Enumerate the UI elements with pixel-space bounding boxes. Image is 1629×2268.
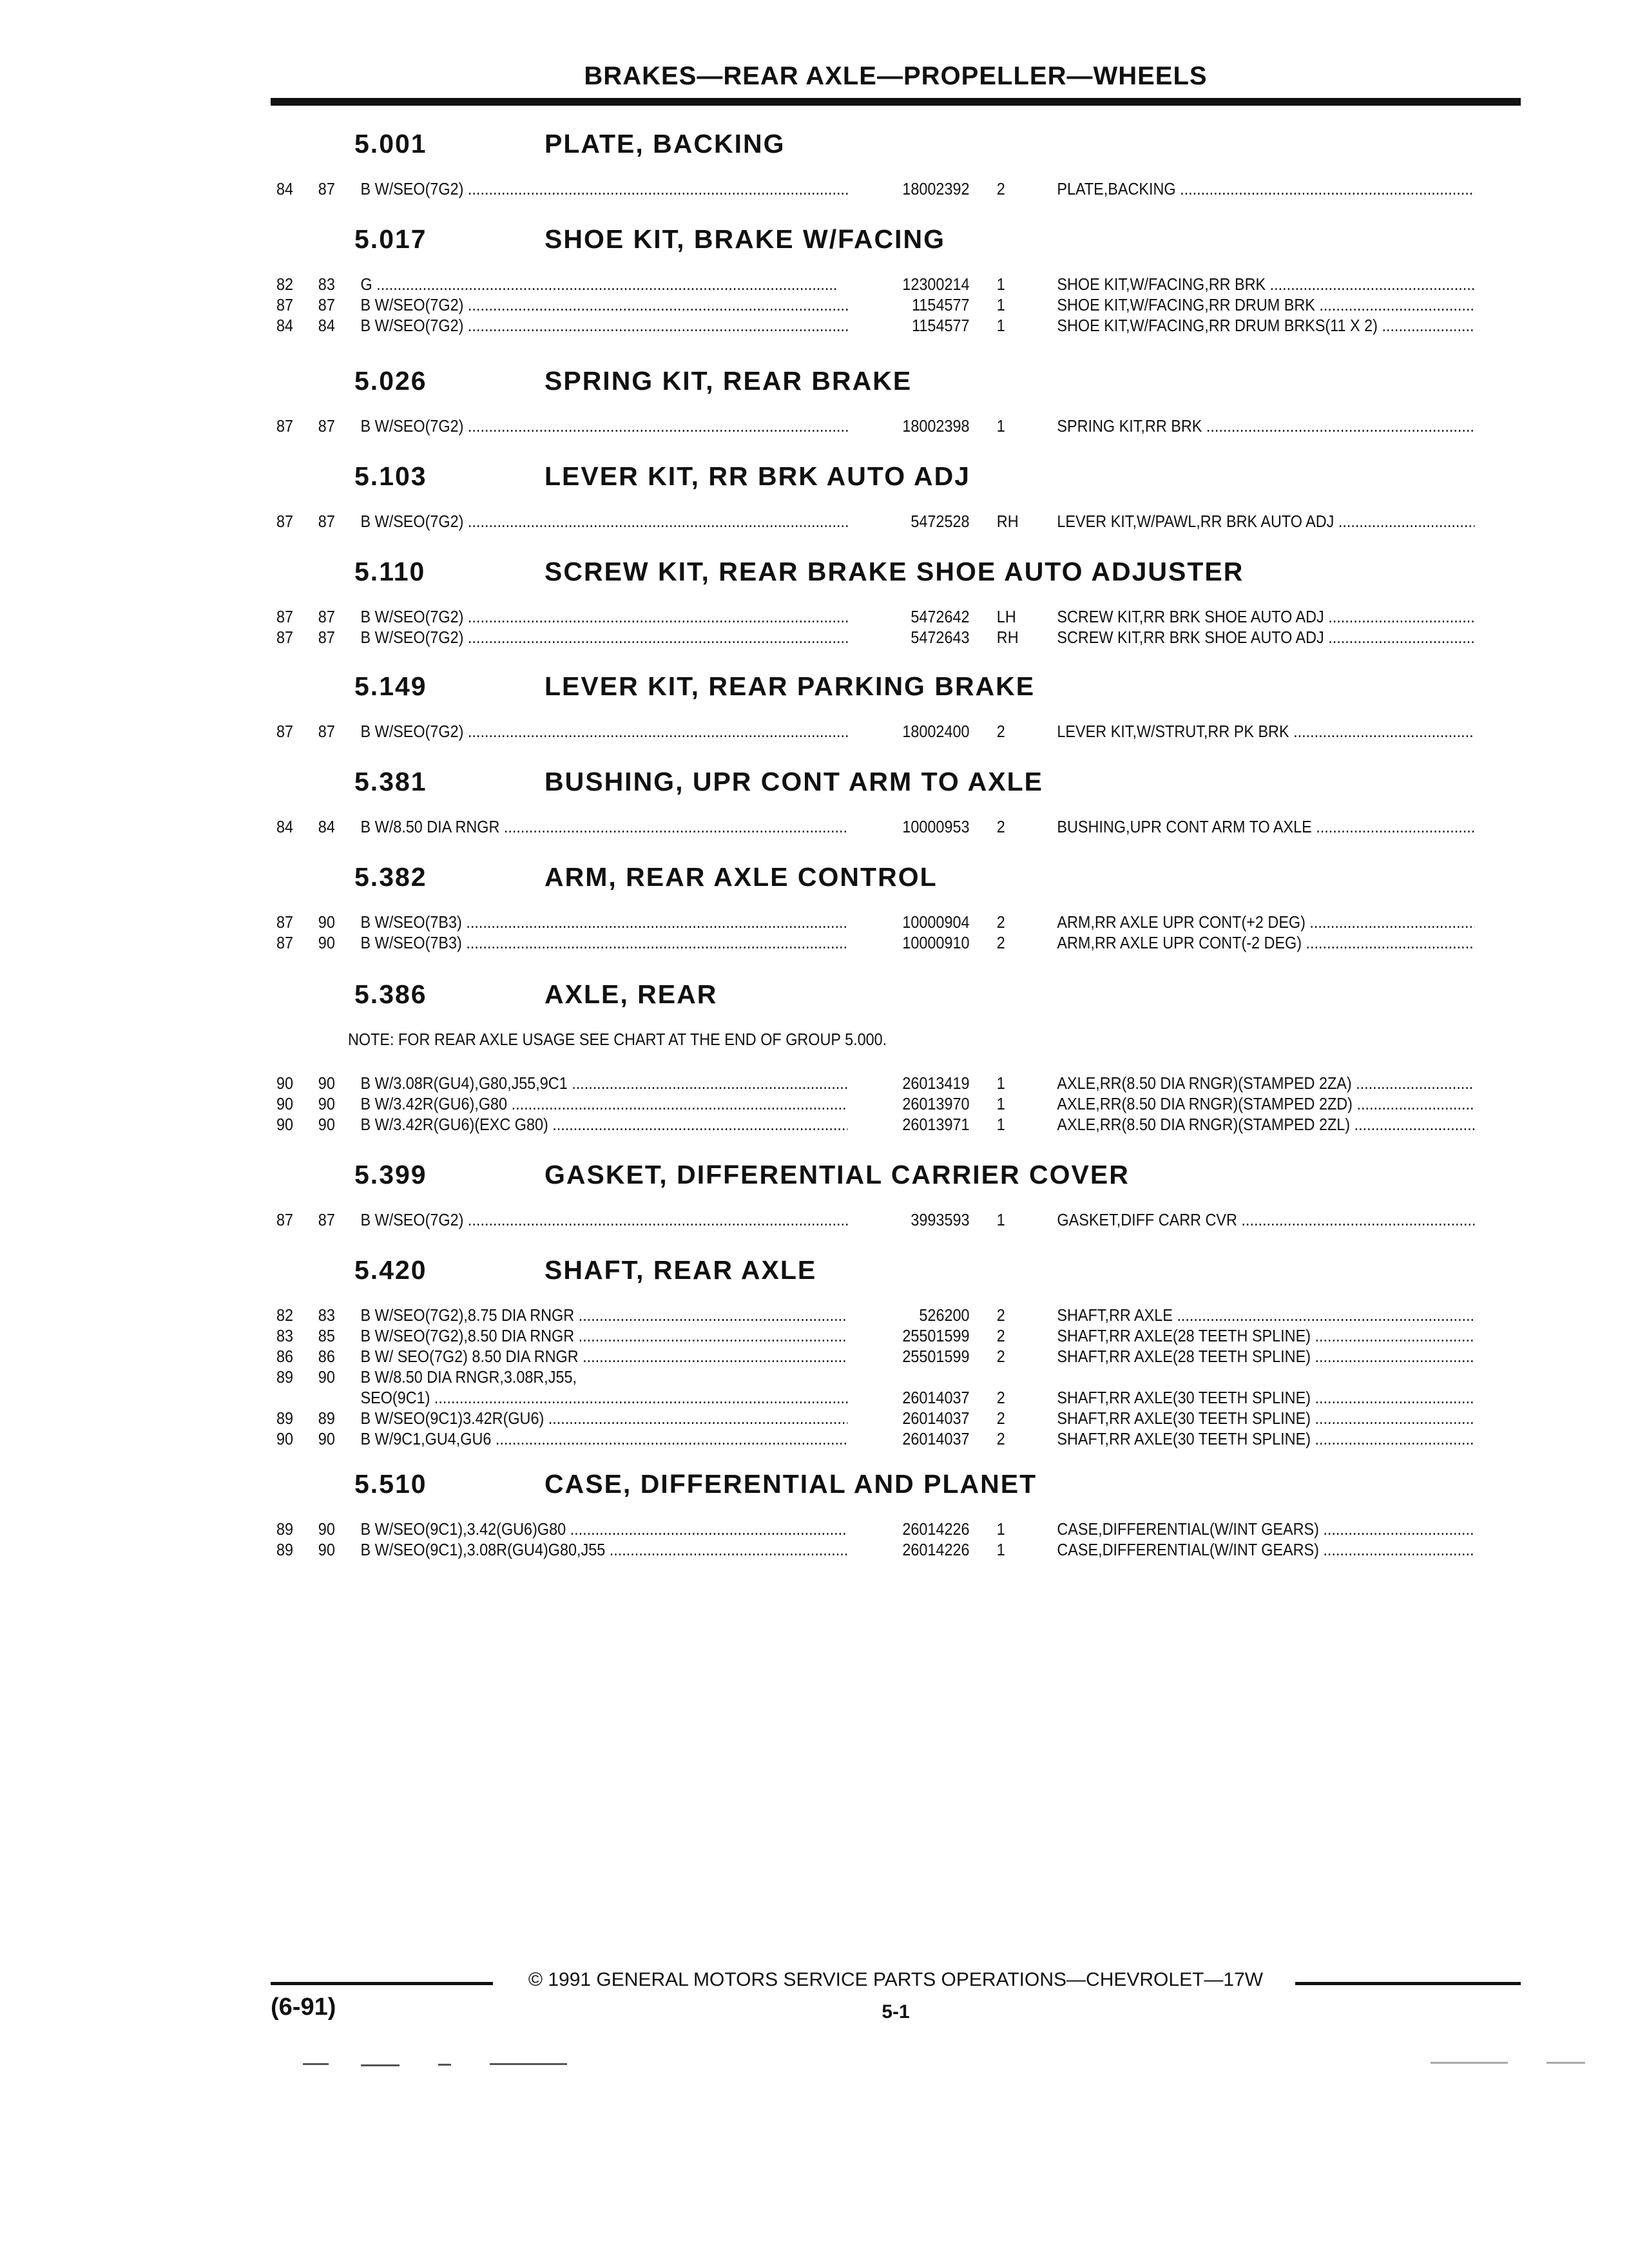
footer-rule-right <box>1295 1982 1521 1985</box>
section-number: 5.017 <box>354 224 427 254</box>
usage-code: B W/ SEO(7G2) 8.50 DIA RNGR ..... <box>361 1347 848 1367</box>
usage-code: B W/3.08R(GU4),G80,J55,9C1 ..... <box>361 1073 848 1093</box>
part-number: 26014226 <box>902 1540 970 1559</box>
section-title: LEVER KIT, REAR PARKING BRAKE <box>545 671 1036 701</box>
section-number: 5.381 <box>354 767 427 796</box>
usage-code: B W/9C1,GU4,GU6 ..... <box>361 1429 848 1449</box>
year-to: 87 <box>318 179 335 198</box>
part-description: CASE,DIFFERENTIAL(W/INT GEARS) ..... <box>1057 1540 1474 1560</box>
part-description: SCREW KIT,RR BRK SHOE AUTO ADJ ..... <box>1057 628 1474 648</box>
part-description: BUSHING,UPR CONT ARM TO AXLE ..... <box>1057 817 1474 837</box>
part-number: 25501599 <box>902 1347 970 1366</box>
part-description: SHOE KIT,W/FACING,RR BRK ..... <box>1057 274 1474 294</box>
part-description: SPRING KIT,RR BRK ..... <box>1057 416 1474 436</box>
year-from: 90 <box>276 1429 294 1448</box>
usage-code: B W/3.42R(GU6)(EXC G80) ..... <box>361 1115 848 1135</box>
year-from: 87 <box>276 607 294 626</box>
year-from: 82 <box>276 274 294 294</box>
section-number: 5.399 <box>354 1160 427 1189</box>
year-to: 90 <box>318 1540 335 1559</box>
section-title: AXLE, REAR <box>545 979 718 1009</box>
year-to: 90 <box>318 1367 335 1387</box>
usage-code: B W/SEO(7G2) ..... <box>361 1210 848 1230</box>
year-from: 89 <box>276 1540 294 1559</box>
part-description: ARM,RR AXLE UPR CONT(+2 DEG) ..... <box>1057 912 1474 932</box>
part-number: 18002400 <box>902 722 970 741</box>
part-description: ARM,RR AXLE UPR CONT(-2 DEG) ..... <box>1057 933 1474 953</box>
year-from: 89 <box>276 1408 294 1428</box>
part-description: SHAFT,RR AXLE(28 TEETH SPLINE) ..... <box>1057 1347 1474 1367</box>
year-from: 87 <box>276 1210 294 1229</box>
section-number: 5.420 <box>354 1255 427 1285</box>
part-description: AXLE,RR(8.50 DIA RNGR)(STAMPED 2ZA) ..... <box>1057 1073 1474 1093</box>
section-title: GASKET, DIFFERENTIAL CARRIER COVER <box>545 1160 1130 1189</box>
year-to: 87 <box>318 628 335 647</box>
part-number: 25501599 <box>902 1326 970 1345</box>
usage-code: B W/8.50 DIA RNGR ..... <box>361 817 848 837</box>
year-from: 87 <box>276 628 294 647</box>
part-description: SHAFT,RR AXLE(30 TEETH SPLINE) ..... <box>1057 1388 1474 1408</box>
year-from: 87 <box>276 933 294 952</box>
footer-date: (6-91) <box>271 1994 336 2021</box>
year-from: 87 <box>276 912 294 932</box>
section-number: 5.026 <box>354 366 427 396</box>
quantity: 2 <box>996 933 1005 952</box>
usage-code: B W/SEO(7G2) ..... <box>361 179 848 199</box>
part-number: 26013971 <box>902 1115 970 1134</box>
usage-code: B W/SEO(7B3) ..... <box>361 912 848 932</box>
usage-code: B W/SEO(7G2) ..... <box>361 628 848 648</box>
quantity: 1 <box>996 416 1005 436</box>
quantity: 1 <box>996 274 1005 294</box>
part-number: 526200 <box>919 1305 970 1325</box>
year-from: 83 <box>276 1326 294 1345</box>
part-number: 10000953 <box>902 817 970 836</box>
quantity: 1 <box>996 316 1005 335</box>
part-description: SCREW KIT,RR BRK SHOE AUTO ADJ ..... <box>1057 607 1474 627</box>
part-number: 1154577 <box>912 295 970 314</box>
usage-code: B W/SEO(9C1),3.08R(GU4)G80,J55 ..... <box>361 1540 848 1560</box>
year-from: 89 <box>276 1367 294 1387</box>
section-title: ARM, REAR AXLE CONTROL <box>545 862 938 892</box>
year-to: 87 <box>318 512 335 531</box>
year-to: 83 <box>318 274 335 294</box>
year-from: 89 <box>276 1519 294 1539</box>
quantity: 1 <box>996 1094 1005 1113</box>
table-row <box>271 1115 1351 1135</box>
year-to: 87 <box>318 722 335 741</box>
year-from: 86 <box>276 1347 294 1366</box>
usage-code: B W/SEO(7G2),8.75 DIA RNGR ..... <box>361 1305 848 1325</box>
year-to: 83 <box>318 1305 335 1325</box>
quantity: 2 <box>996 1326 1005 1345</box>
section-number: 5.110 <box>354 557 426 586</box>
quantity: 2 <box>996 1347 1005 1366</box>
quantity: RH <box>996 628 1019 647</box>
quantity: 1 <box>996 1115 1005 1134</box>
footer-rule-left <box>271 1982 493 1985</box>
part-description: AXLE,RR(8.50 DIA RNGR)(STAMPED 2ZD) ..... <box>1057 1094 1474 1114</box>
section-title: PLATE, BACKING <box>545 129 786 159</box>
year-from: 87 <box>276 512 294 531</box>
part-description: CASE,DIFFERENTIAL(W/INT GEARS) ..... <box>1057 1519 1474 1539</box>
section-title: SCREW KIT, REAR BRAKE SHOE AUTO ADJUSTER <box>545 557 1244 586</box>
part-number: 18002392 <box>902 179 970 198</box>
year-to: 84 <box>318 817 335 836</box>
usage-code: B W/SEO(9C1),3.42(GU6)G80 ..... <box>361 1519 848 1539</box>
year-to: 84 <box>318 316 335 335</box>
year-from: 87 <box>276 722 294 741</box>
usage-code: B W/SEO(7G2) ..... <box>361 295 848 315</box>
part-number: 26013419 <box>902 1073 970 1093</box>
usage-code: B W/SEO(7G2) ..... <box>361 607 848 627</box>
footer-copyright: © 1991 GENERAL MOTORS SERVICE PARTS OPERATIONS—CHEVROLET—17W <box>528 1969 1264 1990</box>
table-row <box>271 1094 1353 1115</box>
table-row <box>271 1073 1352 1094</box>
part-number: 1154577 <box>912 316 970 335</box>
quantity: 1 <box>996 295 1005 314</box>
section-number: 5.386 <box>354 979 427 1009</box>
quantity: 2 <box>996 1305 1005 1325</box>
year-from: 82 <box>276 1305 294 1325</box>
part-description: SHAFT,RR AXLE(30 TEETH SPLINE) ..... <box>1057 1429 1474 1449</box>
part-number: 10000904 <box>902 912 970 932</box>
section-number: 5.103 <box>354 461 427 491</box>
quantity: 2 <box>996 722 1005 741</box>
year-from: 87 <box>276 295 294 314</box>
year-to: 85 <box>318 1326 335 1345</box>
year-from: 84 <box>276 179 294 198</box>
section-title: LEVER KIT, RR BRK AUTO ADJ <box>545 461 970 491</box>
year-to: 87 <box>318 416 335 436</box>
quantity: LH <box>996 607 1016 626</box>
section-title: BUSHING, UPR CONT ARM TO AXLE <box>545 767 1043 796</box>
section-title: SHAFT, REAR AXLE <box>545 1255 817 1285</box>
part-description: PLATE,BACKING ..... <box>1057 179 1474 199</box>
part-description: SHAFT,RR AXLE(30 TEETH SPLINE) ..... <box>1057 1408 1474 1428</box>
part-description: AXLE,RR(8.50 DIA RNGR)(STAMPED 2ZL) ..... <box>1057 1115 1474 1135</box>
part-description: SHAFT,RR AXLE ..... <box>1057 1305 1474 1325</box>
quantity: 1 <box>996 1073 1005 1093</box>
usage-code: B W/SEO(7G2) ..... <box>361 316 848 336</box>
usage-code: G ..... <box>361 274 848 294</box>
quantity: 2 <box>996 179 1005 198</box>
part-number: 26014037 <box>902 1429 970 1448</box>
part-description: LEVER KIT,W/PAWL,RR BRK AUTO ADJ ..... <box>1057 512 1474 532</box>
usage-code: B W/SEO(9C1)3.42R(GU6) ..... <box>361 1408 848 1428</box>
part-number: 26014037 <box>902 1388 970 1407</box>
quantity: 2 <box>996 817 1005 836</box>
quantity: 1 <box>996 1210 1005 1229</box>
year-to: 87 <box>318 1210 335 1229</box>
usage-code: B W/SEO(7G2) ..... <box>361 512 848 532</box>
year-from: 90 <box>276 1115 294 1134</box>
usage-code: B W/3.42R(GU6),G80 ..... <box>361 1094 848 1114</box>
part-rows <box>271 1030 1353 1135</box>
year-to: 87 <box>318 295 335 314</box>
part-number: 26013970 <box>902 1094 970 1113</box>
part-description: GASKET,DIFF CARR CVR ..... <box>1057 1210 1474 1230</box>
quantity: 2 <box>996 912 1005 932</box>
usage-code: B W/SEO(7G2) ..... <box>361 722 848 742</box>
year-from: 84 <box>276 316 294 335</box>
year-to: 90 <box>318 1519 335 1539</box>
quantity: 1 <box>996 1519 1005 1539</box>
year-from: 90 <box>276 1094 294 1113</box>
usage-code: B W/SEO(7G2),8.50 DIA RNGR ..... <box>361 1326 848 1346</box>
quantity: 2 <box>996 1429 1005 1448</box>
part-description: SHOE KIT,W/FACING,RR DRUM BRK ..... <box>1057 295 1474 315</box>
section-number: 5.382 <box>354 862 427 892</box>
part-description: LEVER KIT,W/STRUT,RR PK BRK ..... <box>1057 722 1474 742</box>
part-number: 18002398 <box>902 416 970 436</box>
year-to: 90 <box>318 1073 335 1093</box>
usage-code: B W/8.50 DIA RNGR,3.08R,J55, <box>360 1367 577 1387</box>
quantity: 2 <box>996 1388 1005 1407</box>
year-to: 87 <box>318 607 335 626</box>
year-to: 89 <box>318 1408 335 1428</box>
part-number: 12300214 <box>902 274 970 294</box>
section-title: SPRING KIT, REAR BRAKE <box>545 366 912 396</box>
part-number: 5472643 <box>911 628 970 647</box>
section-title: SHOE KIT, BRAKE W/FACING <box>545 224 946 254</box>
part-number: 10000910 <box>902 933 970 952</box>
year-to: 90 <box>318 933 335 952</box>
year-from: 90 <box>276 1073 294 1093</box>
quantity: RH <box>996 512 1019 531</box>
usage-code: B W/SEO(7G2) ..... <box>361 416 848 436</box>
year-to: 86 <box>318 1347 335 1366</box>
year-to: 90 <box>318 1429 335 1448</box>
part-description: SHAFT,RR AXLE(28 TEETH SPLINE) ..... <box>1057 1326 1474 1346</box>
section-number: 5.001 <box>354 129 427 159</box>
year-to: 90 <box>318 912 335 932</box>
year-from: 84 <box>276 817 294 836</box>
part-number: 5472528 <box>911 512 970 531</box>
section-number: 5.510 <box>354 1469 427 1499</box>
header-rule <box>271 98 1521 106</box>
part-number: 3993593 <box>911 1210 970 1229</box>
section-title: CASE, DIFFERENTIAL AND PLANET <box>545 1469 1037 1499</box>
usage-code: SEO(9C1) ..... <box>361 1388 848 1408</box>
page-footer <box>271 1965 1521 2055</box>
section-number: 5.149 <box>354 671 427 701</box>
quantity: 1 <box>996 1540 1005 1559</box>
year-from: 87 <box>276 416 294 436</box>
year-to: 90 <box>318 1115 335 1134</box>
part-description: SHOE KIT,W/FACING,RR DRUM BRKS(11 X 2) ..... <box>1057 316 1474 336</box>
part-number: 26014226 <box>902 1519 970 1539</box>
part-number: 26014037 <box>902 1408 970 1428</box>
year-to: 90 <box>318 1094 335 1113</box>
part-number: 5472642 <box>911 607 970 626</box>
quantity: 2 <box>996 1408 1005 1428</box>
section-note: NOTE: FOR REAR AXLE USAGE SEE CHART AT THE END OF GROUP 5.000. <box>348 1030 887 1049</box>
scan-artifacts <box>64 2062 1611 2068</box>
usage-code: B W/SEO(7B3) ..... <box>361 933 848 953</box>
page-number: 5-1 <box>882 2001 910 2023</box>
page-title: BRAKES—REAR AXLE—PROPELLER—WHEELS <box>584 62 1208 90</box>
